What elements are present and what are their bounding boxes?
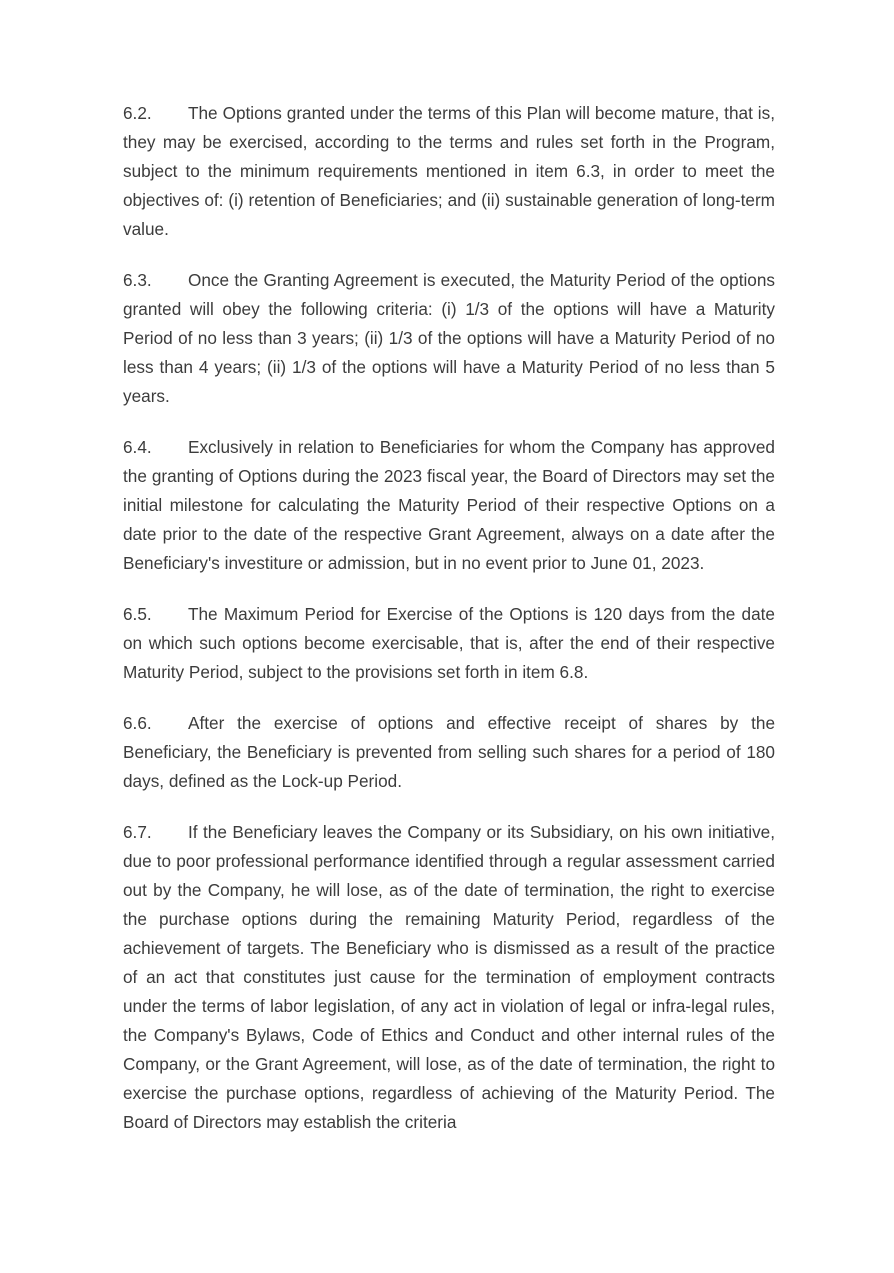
clause-text: If the Beneficiary leaves the Company or its Subsidiary, on his own initiative, due to poor professional performance identified through a regular assessment carried out by the Company, he will lose, as of the date of termination, the right to exercise the purchase options during the remaining Maturity Period, regardless of the achievement of targets. The Beneficiary who is dismissed as a result of the practice of an act that constitutes just cause for the termination of employment contracts under the terms of labor legislation, of any act in violation of legal or infra-legal rules, the Company's Bylaws, Code of Ethics and Conduct and other internal rules of the Company, or the Grant Agreement, will lose, as of the date of termination, the right to exercise the purchase options, regardless of achieving of the Maturity Period. The Board of Directors may establish the criteria [123,822,775,1132]
clause-text: The Options granted under the terms of this Plan will become mature, that is, they may be exercised, according to the terms and rules set forth in the Program, subject to the minimum requirements mentioned in item 6.3, in order to meet the objectives of: (i) retention of Beneficiaries; and (ii) sustainable generation of long-term value. [123,103,775,239]
clause-number: 6.2. [123,103,152,123]
clause-text: Exclusively in relation to Beneficiaries for whom the Company has approved the granting of Options during the 2023 fiscal year, the Board of Directors may set the initial milestone for calculating the Maturity Period of their respective Options on a date prior to the date of the respective Grant Agreement, always on a date after the Beneficiary's investiture or admission, but in no event prior to June 01, 2023. [123,437,775,573]
clause-6-5 [123,600,775,687]
clause-number: 6.6. [123,713,152,733]
clause-number: 6.5. [123,604,152,624]
clause-6-3 [123,266,775,411]
clause-number: 6.4. [123,437,152,457]
clause-text: The Maximum Period for Exercise of the Options is 120 days from the date on which such options become exercisable, that is, after the end of their respective Maturity Period, subject to the provisions set forth in item 6.8. [123,604,775,682]
clause-6-4 [123,433,775,578]
document-page [123,99,775,1159]
clause-number: 6.7. [123,822,152,842]
clause-number: 6.3. [123,270,152,290]
clause-6-7 [123,818,775,1137]
clause-6-6 [123,709,775,796]
clause-6-2 [123,99,775,244]
clause-text: Once the Granting Agreement is executed, the Maturity Period of the options granted will obey the following criteria: (i) 1/3 of the options will have a Maturity Period of no less than 3 years; (ii) 1/3 of the options will have a Maturity Period of no less than 4 years; (ii) 1/3 of the options will have a Maturity Period of no less than 5 years. [123,270,775,406]
clause-text: After the exercise of options and effective receipt of shares by the Beneficiary, the Beneficiary is prevented from selling such shares for a period of 180 days, defined as the Lock-up Period. [123,713,775,791]
